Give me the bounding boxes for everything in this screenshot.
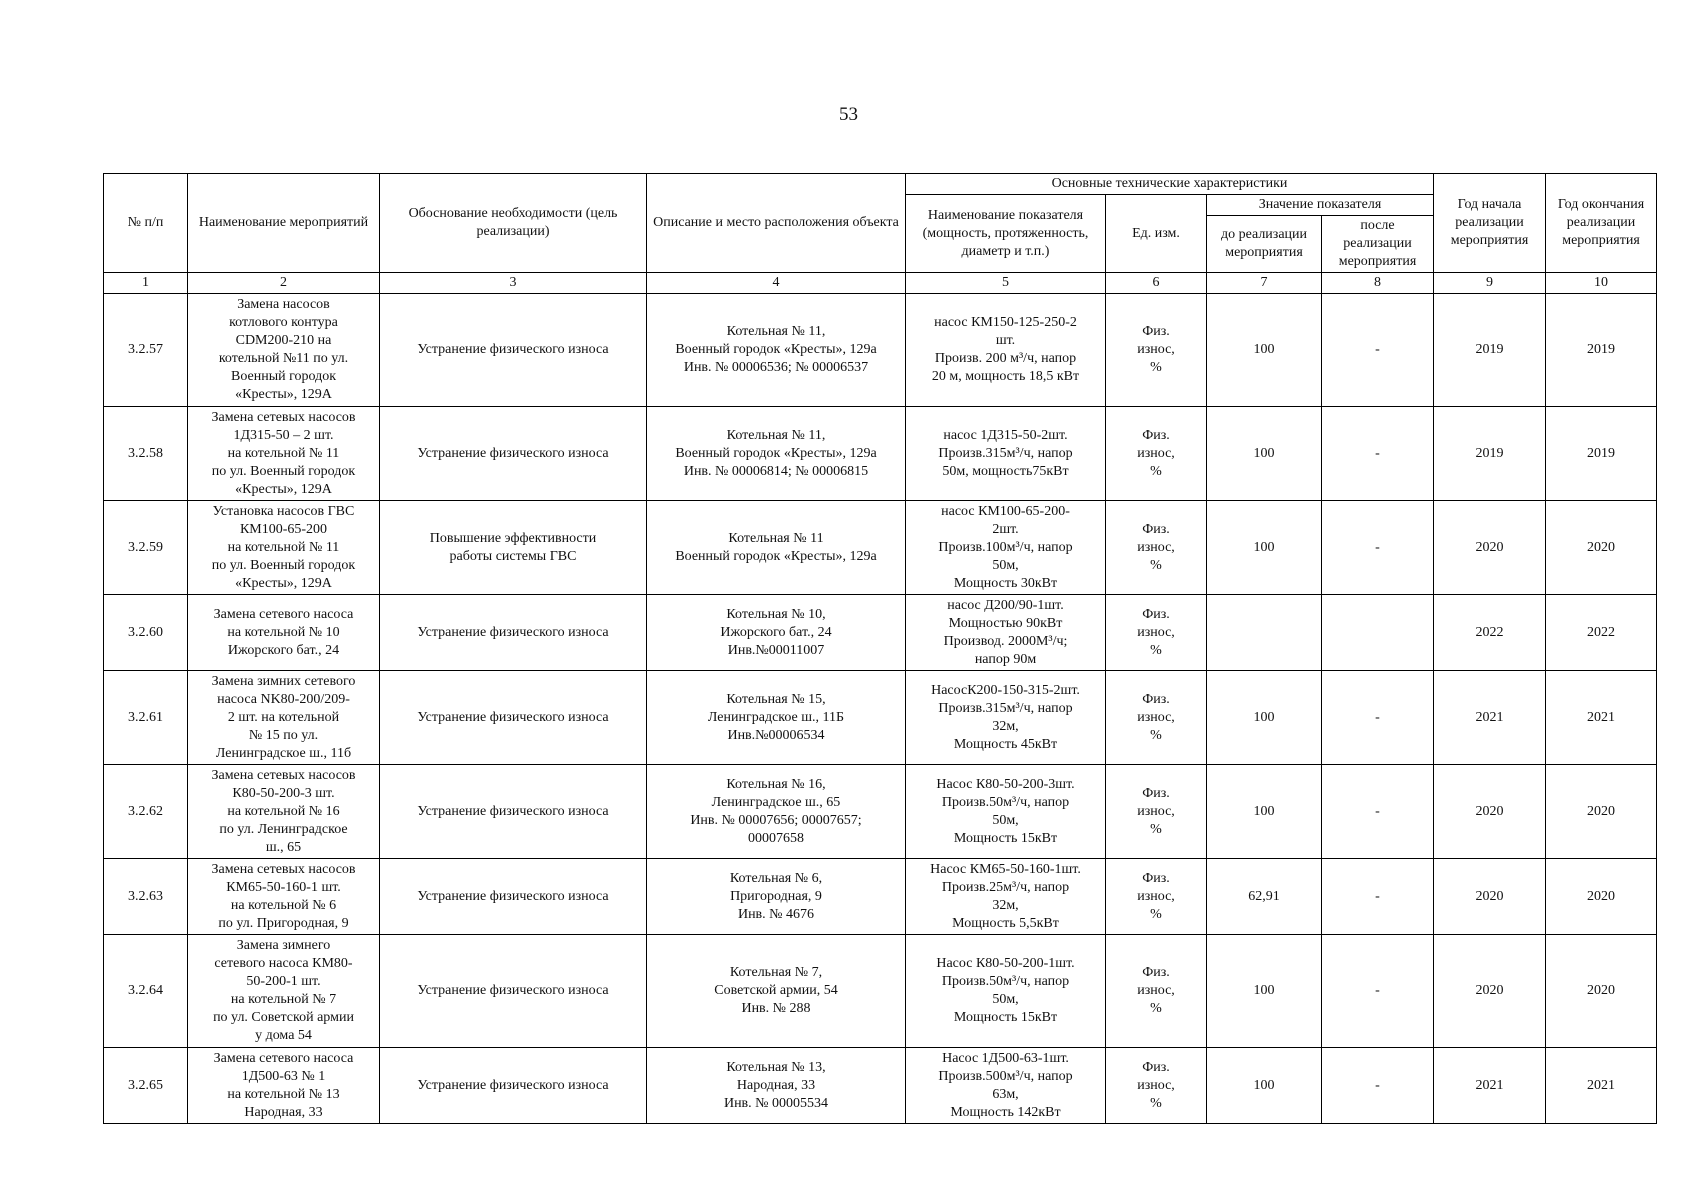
row-number: 3.2.59: [104, 501, 188, 595]
start-year: 2022: [1434, 595, 1546, 671]
indicator: Насос КМ65-50-160-1шт. Произв.25м³/ч, напор 32м, Мощность 5,5кВт: [906, 859, 1106, 935]
table-row: [104, 501, 1657, 595]
measure-name: Замена насосов котлового контура CDM200-210 на котельной №11 по ул. Военный городок «Кресты», 129А: [188, 294, 380, 407]
measure-name: Замена сетевых насосов К80-50-200-3 шт. на котельной № 16 по ул. Ленинградское ш., 65: [188, 765, 380, 859]
column-number: 7: [1207, 273, 1322, 294]
start-year: 2020: [1434, 501, 1546, 595]
unit: Физ. износ, %: [1106, 1048, 1207, 1124]
row-number: 3.2.61: [104, 671, 188, 765]
technical-measures-table: [103, 173, 1657, 1124]
unit: Физ. износ, %: [1106, 671, 1207, 765]
location: Котельная № 10, Ижорского бат., 24 Инв.№00011007: [647, 595, 906, 671]
end-year: 2020: [1546, 765, 1657, 859]
location: Котельная № 15, Ленинградское ш., 11Б Инв.№00006534: [647, 671, 906, 765]
indicator: насос КМ150-125-250-2 шт. Произв. 200 м³/ч, напор 20 м, мощность 18,5 кВт: [906, 294, 1106, 407]
value-after: -: [1322, 1048, 1434, 1124]
unit: Физ. износ, %: [1106, 595, 1207, 671]
unit: Физ. износ, %: [1106, 859, 1207, 935]
indicator: НасосК200-150-315-2шт. Произв.315м³/ч, напор 32м, Мощность 45кВт: [906, 671, 1106, 765]
start-year: 2021: [1434, 1048, 1546, 1124]
value-before: [1207, 595, 1322, 671]
row-number: 3.2.60: [104, 595, 188, 671]
indicator: Насос К80-50-200-3шт. Произв.50м³/ч, напор 50м, Мощность 15кВт: [906, 765, 1106, 859]
unit: Физ. износ, %: [1106, 294, 1207, 407]
value-before: 100: [1207, 935, 1322, 1048]
table-row: [104, 1048, 1657, 1124]
end-year: 2019: [1546, 294, 1657, 407]
header-col-after: после реализации мероприятия: [1322, 216, 1434, 273]
value-after: -: [1322, 765, 1434, 859]
header-col-location: Описание и место расположения объекта: [647, 174, 906, 273]
start-year: 2020: [1434, 859, 1546, 935]
reason: Устранение физического износа: [380, 671, 647, 765]
table-row: [104, 765, 1657, 859]
measure-name: Замена сетевого насоса на котельной № 10 Ижорского бат., 24: [188, 595, 380, 671]
indicator: насос КМ100-65-200- 2шт. Произв.100м³/ч, напор 50м, Мощность 30кВт: [906, 501, 1106, 595]
measure-name: Установка насосов ГВС КМ100-65-200 на котельной № 11 по ул. Военный городок «Кресты», 129А: [188, 501, 380, 595]
end-year: 2021: [1546, 671, 1657, 765]
row-number: 3.2.58: [104, 407, 188, 501]
measure-name: Замена зимнего сетевого насоса КМ80- 50-200-1 шт. на котельной № 7 по ул. Советской армии у дома 54: [188, 935, 380, 1048]
value-after: [1322, 595, 1434, 671]
value-before: 100: [1207, 671, 1322, 765]
row-number: 3.2.63: [104, 859, 188, 935]
header-col-end-year: Год окончания реализации мероприятия: [1546, 174, 1657, 273]
header-col-number: № п/п: [104, 174, 188, 273]
row-number: 3.2.65: [104, 1048, 188, 1124]
column-number: 2: [188, 273, 380, 294]
measure-name: Замена сетевых насосов КМ65-50-160-1 шт. на котельной № 6 по ул. Пригородная, 9: [188, 859, 380, 935]
value-before: 100: [1207, 1048, 1322, 1124]
page-number: 53: [839, 104, 858, 125]
value-after: -: [1322, 294, 1434, 407]
measure-name: Замена сетевого насоса 1Д500-63 № 1 на котельной № 13 Народная, 33: [188, 1048, 380, 1124]
row-number: 3.2.64: [104, 935, 188, 1048]
value-after: -: [1322, 671, 1434, 765]
indicator: Насос 1Д500-63-1шт. Произв.500м³/ч, напор 63м, Мощность 142кВт: [906, 1048, 1106, 1124]
table-row: [104, 935, 1657, 1048]
location: Котельная № 11 Военный городок «Кресты», 129а: [647, 501, 906, 595]
column-number: 1: [104, 273, 188, 294]
end-year: 2021: [1546, 1048, 1657, 1124]
header-col-unit: Ед. изм.: [1106, 195, 1207, 273]
measure-name: Замена зимних сетевого насоса NK80-200/209- 2 шт. на котельной № 15 по ул. Ленинградское ш., 11б: [188, 671, 380, 765]
location: Котельная № 13, Народная, 33 Инв. № 00005534: [647, 1048, 906, 1124]
table-row: [104, 595, 1657, 671]
start-year: 2021: [1434, 671, 1546, 765]
reason: Устранение физического износа: [380, 595, 647, 671]
end-year: 2020: [1546, 859, 1657, 935]
row-number: 3.2.62: [104, 765, 188, 859]
start-year: 2019: [1434, 294, 1546, 407]
unit: Физ. износ, %: [1106, 935, 1207, 1048]
indicator: насос 1Д315-50-2шт. Произв.315м³/ч, напор 50м, мощность75кВт: [906, 407, 1106, 501]
header-col-before: до реализации мероприятия: [1207, 216, 1322, 273]
header-col-indicator: Наименование показателя (мощность, протяженность, диаметр и т.п.): [906, 195, 1106, 273]
value-after: -: [1322, 407, 1434, 501]
column-number: 4: [647, 273, 906, 294]
reason: Повышение эффективности работы системы ГВС: [380, 501, 647, 595]
measure-name: Замена сетевых насосов 1Д315-50 – 2 шт. на котельной № 11 по ул. Военный городок «Кресты», 129А: [188, 407, 380, 501]
start-year: 2020: [1434, 935, 1546, 1048]
end-year: 2020: [1546, 935, 1657, 1048]
unit: Физ. износ, %: [1106, 765, 1207, 859]
reason: Устранение физического износа: [380, 935, 647, 1048]
unit: Физ. износ, %: [1106, 407, 1207, 501]
row-number: 3.2.57: [104, 294, 188, 407]
header-group-value: Значение показателя: [1207, 195, 1434, 216]
table-row: [104, 407, 1657, 501]
end-year: 2019: [1546, 407, 1657, 501]
column-number: 6: [1106, 273, 1207, 294]
value-before: 100: [1207, 294, 1322, 407]
reason: Устранение физического износа: [380, 407, 647, 501]
value-before: 62,91: [1207, 859, 1322, 935]
value-before: 100: [1207, 501, 1322, 595]
header-col-reason: Обоснование необходимости (цель реализации): [380, 174, 647, 273]
column-number: 5: [906, 273, 1106, 294]
header-col-name: Наименование мероприятий: [188, 174, 380, 273]
unit: Физ. износ, %: [1106, 501, 1207, 595]
header-col-start-year: Год начала реализации мероприятия: [1434, 174, 1546, 273]
reason: Устранение физического износа: [380, 1048, 647, 1124]
start-year: 2019: [1434, 407, 1546, 501]
table-row: [104, 859, 1657, 935]
column-numbers-row: [104, 273, 1657, 294]
location: Котельная № 11, Военный городок «Кресты», 129а Инв. № 00006814; № 00006815: [647, 407, 906, 501]
column-number: 3: [380, 273, 647, 294]
value-before: 100: [1207, 407, 1322, 501]
start-year: 2020: [1434, 765, 1546, 859]
value-before: 100: [1207, 765, 1322, 859]
location: Котельная № 16, Ленинградское ш., 65 Инв. № 00007656; 00007657; 00007658: [647, 765, 906, 859]
end-year: 2022: [1546, 595, 1657, 671]
column-number: 10: [1546, 273, 1657, 294]
reason: Устранение физического износа: [380, 859, 647, 935]
value-after: -: [1322, 501, 1434, 595]
indicator: насос Д200/90-1шт. Мощностью 90кВт Производ. 2000М³/ч; напор 90м: [906, 595, 1106, 671]
location: Котельная № 6, Пригородная, 9 Инв. № 4676: [647, 859, 906, 935]
column-number: 9: [1434, 273, 1546, 294]
table-row: [104, 671, 1657, 765]
column-number: 8: [1322, 273, 1434, 294]
location: Котельная № 7, Советской армии, 54 Инв. № 288: [647, 935, 906, 1048]
table-row: [104, 294, 1657, 407]
header-group-main-characteristics: Основные технические характеристики: [906, 174, 1434, 195]
value-after: -: [1322, 935, 1434, 1048]
location: Котельная № 11, Военный городок «Кресты», 129а Инв. № 00006536; № 00006537: [647, 294, 906, 407]
reason: Устранение физического износа: [380, 765, 647, 859]
end-year: 2020: [1546, 501, 1657, 595]
reason: Устранение физического износа: [380, 294, 647, 407]
indicator: Насос К80-50-200-1шт. Произв.50м³/ч, напор 50м, Мощность 15кВт: [906, 935, 1106, 1048]
value-after: -: [1322, 859, 1434, 935]
